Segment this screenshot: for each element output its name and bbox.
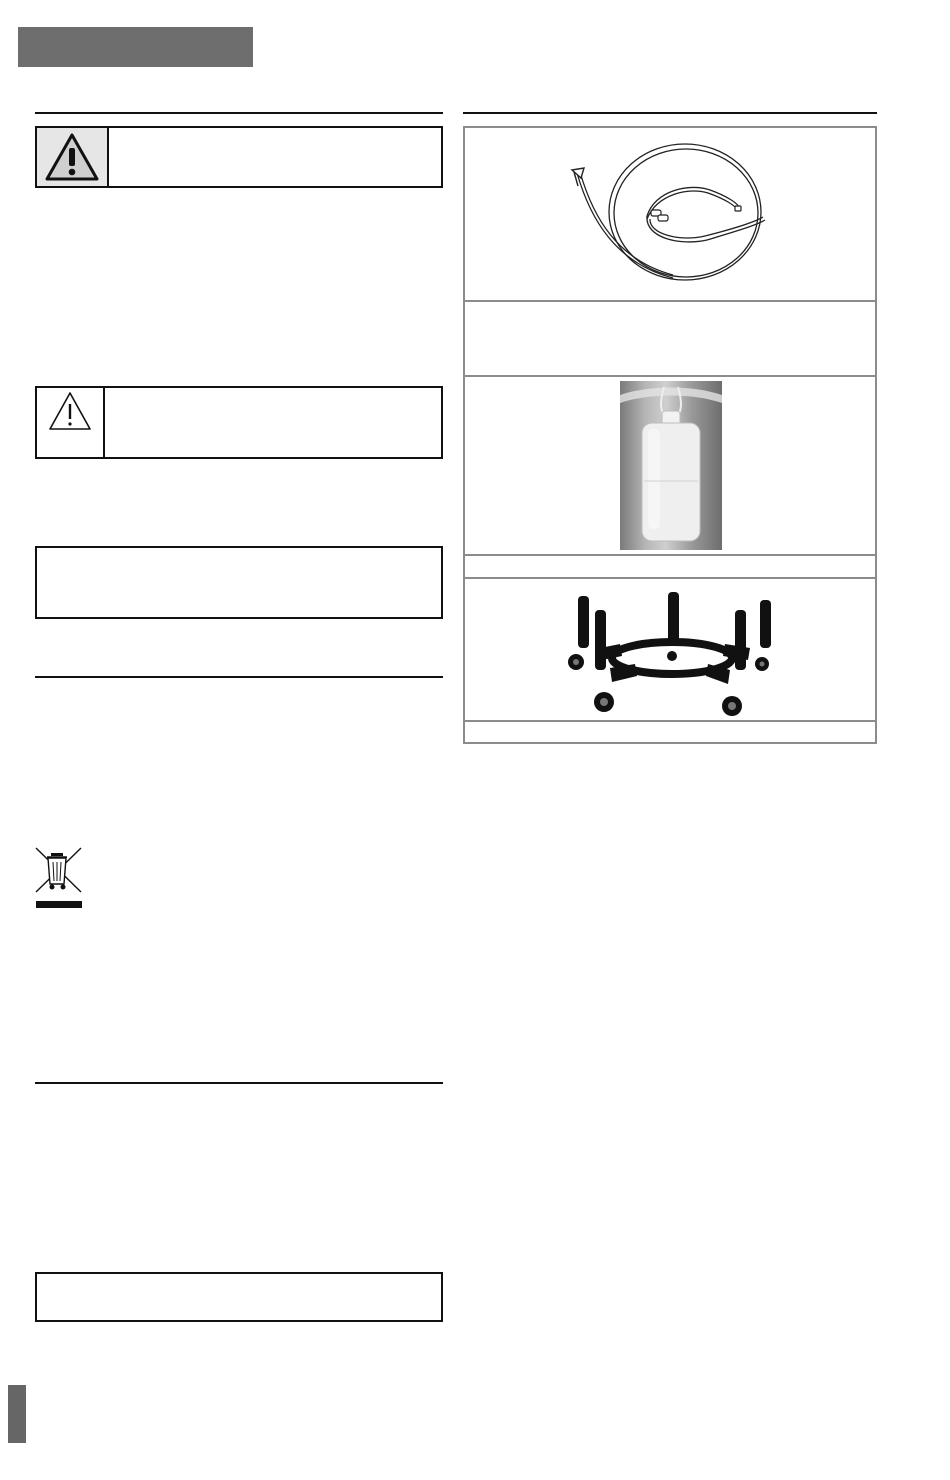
accessory-stand-cell [560,586,785,722]
panel-divider [465,577,875,579]
crossed-out-wheelie-bin-icon [34,846,84,910]
section-rule-bottom [35,1082,443,1084]
section-rule-right-top [463,112,877,114]
disposal-symbol [34,846,84,910]
note-box-primary [35,546,443,619]
section-rule-top [35,112,443,114]
panel-divider [465,554,875,556]
accessory-cannula-cell [465,128,875,300]
warning-box-secondary [35,386,443,459]
accessories-panel [463,126,877,744]
humidifier-bottle-image [620,381,722,550]
caster-base-stand-image [560,586,785,722]
panel-divider [465,720,875,722]
accessory-caption-stand [473,724,867,740]
warning-icon-cell-outline [37,388,105,457]
warning-box-primary [35,126,443,188]
section-rule-middle [35,676,443,678]
nasal-cannula-image [465,128,875,300]
warning-icon-cell [37,128,109,186]
page-side-tab [8,1385,26,1443]
panel-divider [465,375,875,377]
header-tab [18,27,253,67]
accessory-caption-bottle [473,558,867,574]
warning-triangle-filled-icon [44,132,100,182]
note-box-secondary [35,1272,443,1322]
warning-triangle-outline-icon [47,387,93,459]
accessory-caption-cannula [473,308,867,368]
accessory-bottle-cell [620,381,722,550]
panel-divider [465,300,875,302]
